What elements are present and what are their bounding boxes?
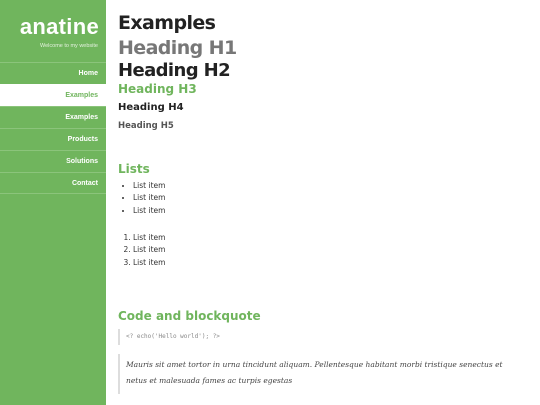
lists-heading: Lists bbox=[118, 162, 150, 176]
site-tagline: Welcome to my website bbox=[40, 43, 98, 49]
nav-item-solutions[interactable]: Solutions bbox=[0, 150, 106, 172]
list-item: 2. List item bbox=[133, 244, 165, 256]
heading-h4: Heading H4 bbox=[118, 102, 184, 113]
code-blockquote-heading: Code and blockquote bbox=[118, 309, 261, 323]
heading-h1: Heading H1 bbox=[118, 37, 237, 59]
page-title: Examples bbox=[118, 12, 216, 34]
bullet-list bbox=[133, 180, 165, 217]
code-block: <? echo('Hello world'); ?> bbox=[118, 329, 238, 345]
nav-item-home[interactable]: Home bbox=[0, 62, 106, 84]
sidebar-nav bbox=[0, 62, 106, 194]
list-item: • List item bbox=[133, 180, 165, 192]
sidebar bbox=[0, 0, 106, 405]
list-item: • List item bbox=[133, 192, 165, 204]
nav-item-contact[interactable]: Contact bbox=[0, 172, 106, 194]
list-item: 3. List item bbox=[133, 257, 165, 269]
heading-h2: Heading H2 bbox=[118, 60, 231, 81]
list-item: • List item bbox=[133, 205, 165, 217]
site-logo[interactable]: anatine bbox=[19, 14, 99, 39]
list-item: 1. List item bbox=[133, 232, 165, 244]
numbered-list bbox=[133, 232, 165, 269]
nav-item-products[interactable]: Products bbox=[0, 128, 106, 150]
nav-item-examples-active[interactable]: Examples bbox=[0, 84, 106, 106]
heading-h3: Heading H3 bbox=[118, 82, 197, 96]
blockquote: Mauris sit amet tortor in urna tincidunt aliquam. Pellentesque habitant morbi tristique senectus et netus et malesuada fames ac turpis egestas bbox=[118, 354, 518, 394]
heading-h5: Heading H5 bbox=[118, 121, 174, 131]
nav-item-examples[interactable]: Examples bbox=[0, 106, 106, 128]
